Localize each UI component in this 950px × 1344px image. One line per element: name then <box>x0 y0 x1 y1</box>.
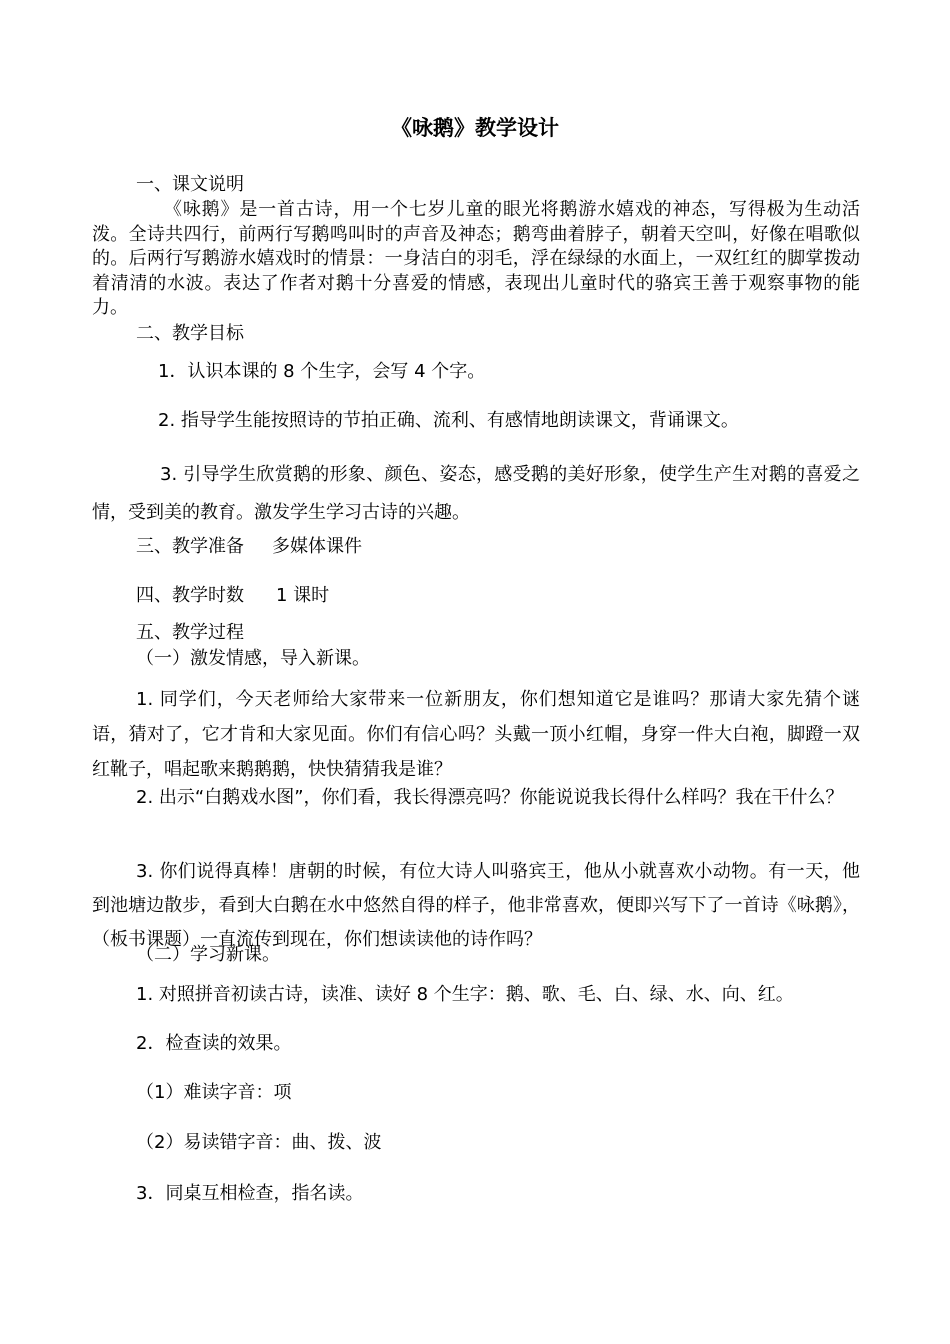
goal-item-3: 3. 引导学生欣赏鹅的形象、颜色、姿态，感受鹅的美好形象，使学生产生对鹅的喜爱之情，受到美的教育。激发学生学习古诗的兴趣。 <box>92 464 860 523</box>
section-heading-teaching-prep: 三、教学准备 <box>136 536 244 557</box>
teaching-hours-value: 1 课时 <box>276 585 330 606</box>
new-lesson-step-2: 2．检查读的效果。 <box>136 1033 292 1054</box>
new-lesson-step-3: 3．同桌互相检查，指名读。 <box>136 1183 364 1204</box>
new-lesson-step-1: 1. 对照拼音初读古诗，读准、读好 8 个生字：鹅、歌、毛、白、绿、水、向、红。 <box>136 984 794 1005</box>
subsection-heading-intro: （一）激发情感，导入新课。 <box>136 648 370 669</box>
section-heading-teaching-hours: 四、教学时数 <box>136 585 244 606</box>
process-step-1: 1. 同学们，今天老师给大家带来一位新朋友，你们想知道它是谁吗？那请大家先猜个谜语，猜对了，它才肯和大家见面。你们有信心吗？头戴一顶小红帽，身穿一件大白袍，脚蹬一双红靴子，唱起歌来鹅鹅鹅，快快猜猜我是谁？ <box>92 689 860 780</box>
document-title: 《咏鹅》教学设计 <box>391 116 559 140</box>
section-teaching-hours <box>136 583 329 609</box>
subsection-heading-new-lesson: （二）学习新课。 <box>136 944 280 965</box>
section-heading-teaching-goals: 二、教学目标 <box>136 323 244 344</box>
teaching-prep-value: 多媒体课件 <box>272 536 362 557</box>
section-heading-lesson-notes: 一、课文说明 <box>136 174 244 195</box>
goal-item-2: 2. 指导学生能按照诗的节拍正确、流利、有感情地朗读课文，背诵课文。 <box>158 410 739 431</box>
lesson-notes-paragraph: 《咏鹅》是一首古诗，用一个七岁儿童的眼光将鹅游水嬉戏的神态，写得极为生动活泼。全诗共四行，前两行写鹅鸣叫时的声音及神态；鹅弯曲着脖子，朝着天空叫，好像在唱歌似的。后两行写鹅游水嬉戏时的情景：一身洁白的羽毛，浮在绿绿的水面上，一双红红的脚掌拨动着清清的水波。表达了作者对鹅十分喜爱的情感，表现出儿童时代的骆宾王善于观察事物的能力。 <box>92 199 860 318</box>
process-step-3: 3. 你们说得真棒！唐朝的时候，有位大诗人叫骆宾王，他从小就喜欢小动物。有一天，他到池塘边散步，看到大白鹅在水中悠然自得的样子，他非常喜欢，便即兴写下了一首诗《咏鹅》，（板书课题）一直流传到现在，你们想读读他的诗作吗？ <box>92 861 860 950</box>
section-heading-teaching-process: 五、教学过程 <box>136 622 244 643</box>
process-step-2: 2. 出示“白鹅戏水图”，你们看，我长得漂亮吗？你能说说我长得什么样吗？我在干什么？ <box>136 787 844 808</box>
new-lesson-step-2-item-1: （1）难读字音：项 <box>136 1082 292 1103</box>
new-lesson-step-2-item-2: （2）易读错字音：曲、拨、波 <box>136 1132 382 1153</box>
section-teaching-prep <box>136 534 362 560</box>
goal-item-1: 1．认识本课的 8 个生字，会写 4 个字。 <box>158 361 486 382</box>
